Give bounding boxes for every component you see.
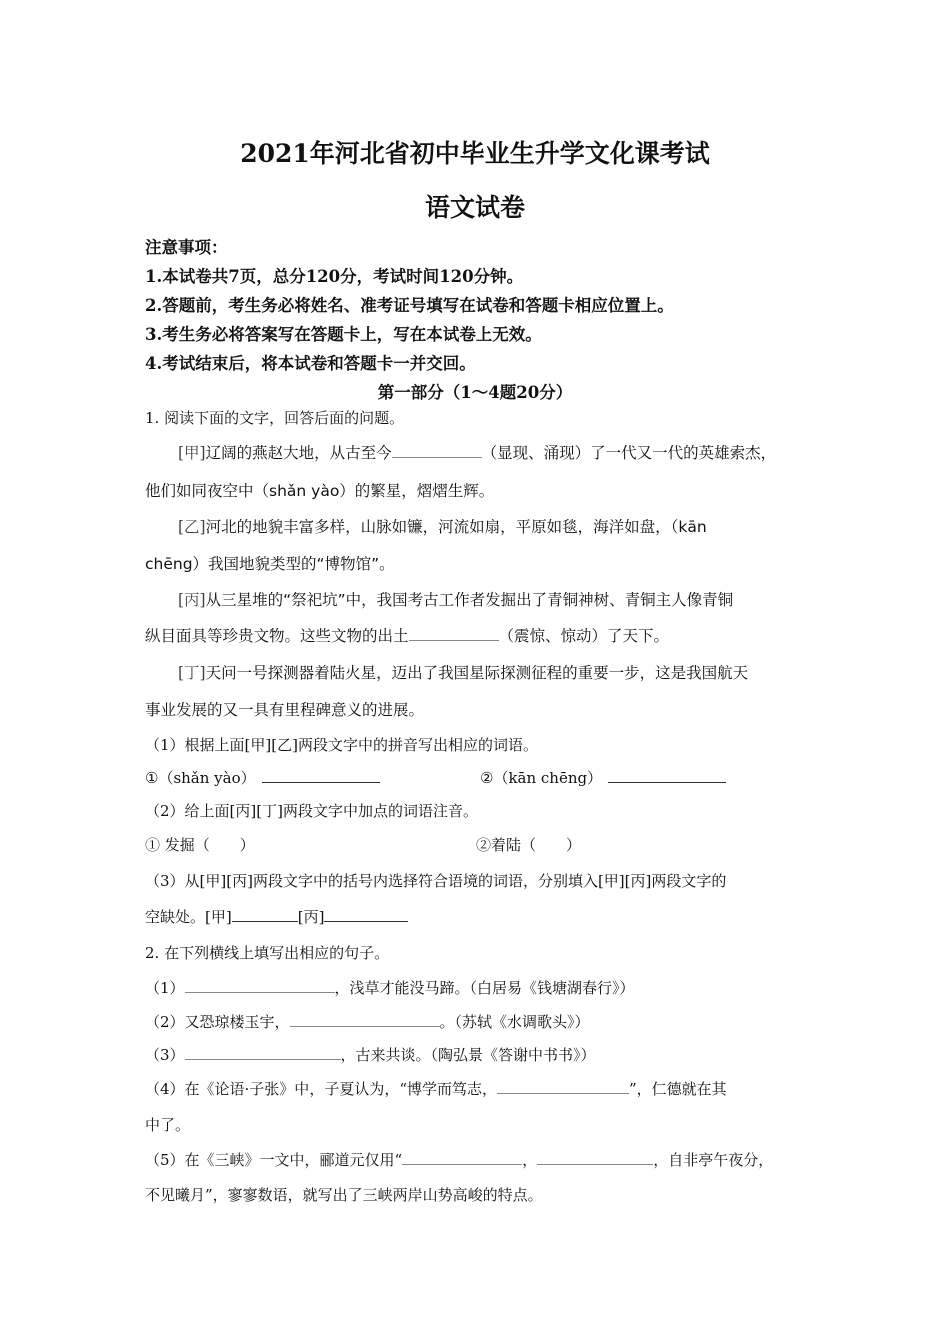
passage-jia-line2: 他们如同夜空中（shǎn yào）的繁星，熠熠生辉。: [145, 482, 495, 500]
q2-item-4-cont: 中了。: [145, 1116, 191, 1134]
q2-item-5: （5）在《三峡》一文中，郦道元仅用“ ， ，自非亭午夜分，: [145, 1151, 774, 1169]
passage-tag: [乙]: [178, 518, 206, 536]
notice-item: 3.考生务必将答案写在答题卡上，写在本试卷上无效。: [145, 325, 542, 344]
passage-bing-line2: 纵目面具等珍贵文物。这些文物的出土 （震惊、惊动）了天下。: [145, 627, 670, 645]
answer-blank: [608, 768, 726, 783]
answer-blank: [232, 907, 298, 922]
passage-yi-line2: chēng）我国地貌类型的“博物馆”。: [145, 555, 395, 573]
exam-subtitle: 语文试卷: [424, 193, 525, 222]
fill-blank: [497, 1079, 629, 1094]
notice-heading: 注意事项：: [145, 238, 228, 257]
q1-sub2-answer-b: ②着陆（ ）: [476, 836, 582, 854]
passage-jia-line1: [甲]辽阔的燕赵大地，从古至今 （显现、涌现）了一代又一代的英雄索杰，: [178, 444, 777, 462]
exam-title: 2021年河北省初中毕业生升学文化课考试: [240, 139, 710, 168]
q2-item-2: （2）又恐琼楼玉宇， 。（苏轼《水调歌头》）: [145, 1013, 590, 1031]
q2-item-1: （1） ，浅草才能没马蹄。（白居易《钱塘湖春行》）: [145, 979, 635, 997]
notice-item: 4.考试结束后，将本试卷和答题卡一并交回。: [145, 354, 476, 373]
answer-blank: [324, 907, 408, 922]
q1-stem: 1. 阅读下面的文字，回答后面的问题。: [145, 409, 405, 427]
q2-item-4: （4）在《论语·子张》中，子夏认为，“博学而笃志， ”，仁德就在其: [145, 1080, 727, 1098]
notice-item: 2.答题前，考生务必将姓名、准考证号填写在试卷和答题卡相应位置上。: [145, 296, 674, 315]
part1-heading: 第一部分（1～4题20分）: [377, 383, 573, 402]
passage-tag: [甲]: [178, 444, 206, 462]
q1-sub2: （2）给上面[丙][丁]两段文字中加点的词语注音。: [145, 802, 478, 820]
fill-blank: [392, 443, 482, 458]
passage-tag: [丁]: [178, 664, 206, 682]
q2-stem: 2. 在下列横线上填写出相应的句子。: [145, 944, 390, 962]
fill-blank: [185, 978, 335, 993]
fill-blank: [409, 626, 499, 641]
fill-blank: [537, 1150, 653, 1165]
q1-sub2-answer-a: ① 发掘（ ）: [145, 836, 255, 854]
q1-sub3-line1: （3）从[甲][丙]两段文字中的括号内选择符合语境的词语，分别填入[甲][丙]两段文字的: [145, 872, 727, 890]
notice-item: 1.本试卷共7页，总分120分，考试时间120分钟。: [145, 267, 524, 286]
q2-item-5-cont: 不见曦月”，寥寥数语，就写出了三峡两岸山势高峻的特点。: [145, 1186, 543, 1204]
fill-blank: [290, 1012, 440, 1027]
fill-blank: [402, 1150, 522, 1165]
passage-ding-line2: 事业发展的又一具有里程碑意义的进展。: [145, 701, 425, 719]
fill-blank: [185, 1045, 341, 1060]
passage-tag: [丙]: [178, 591, 206, 609]
passage-bing-line1: [丙]从三星堆的“祭祀坑”中，我国考古工作者发掘出了青铜神树、青铜主人像青铜: [178, 591, 734, 609]
q1-sub3-line2: 空缺处。[甲] [丙]: [145, 906, 408, 927]
q1-sub1-answer-a: ①（shǎn yào）: [145, 767, 380, 788]
passage-yi-line1: [乙]河北的地貌丰富多样，山脉如镰，河流如扇，平原如毯，海洋如盘，（kān: [178, 518, 707, 536]
answer-blank: [262, 768, 380, 783]
q1-sub1-answer-b: ②（kān chēng）: [480, 767, 726, 788]
passage-ding-line1: [丁]天问一号探测器着陆火星，迈出了我国星际探测征程的重要一步，这是我国航天: [178, 664, 749, 682]
q2-item-3: （3） ，古来共谈。（陶弘景《答谢中书书》）: [145, 1046, 596, 1064]
q1-sub1: （1）根据上面[甲][乙]两段文字中的拼音写出相应的词语。: [145, 736, 538, 754]
